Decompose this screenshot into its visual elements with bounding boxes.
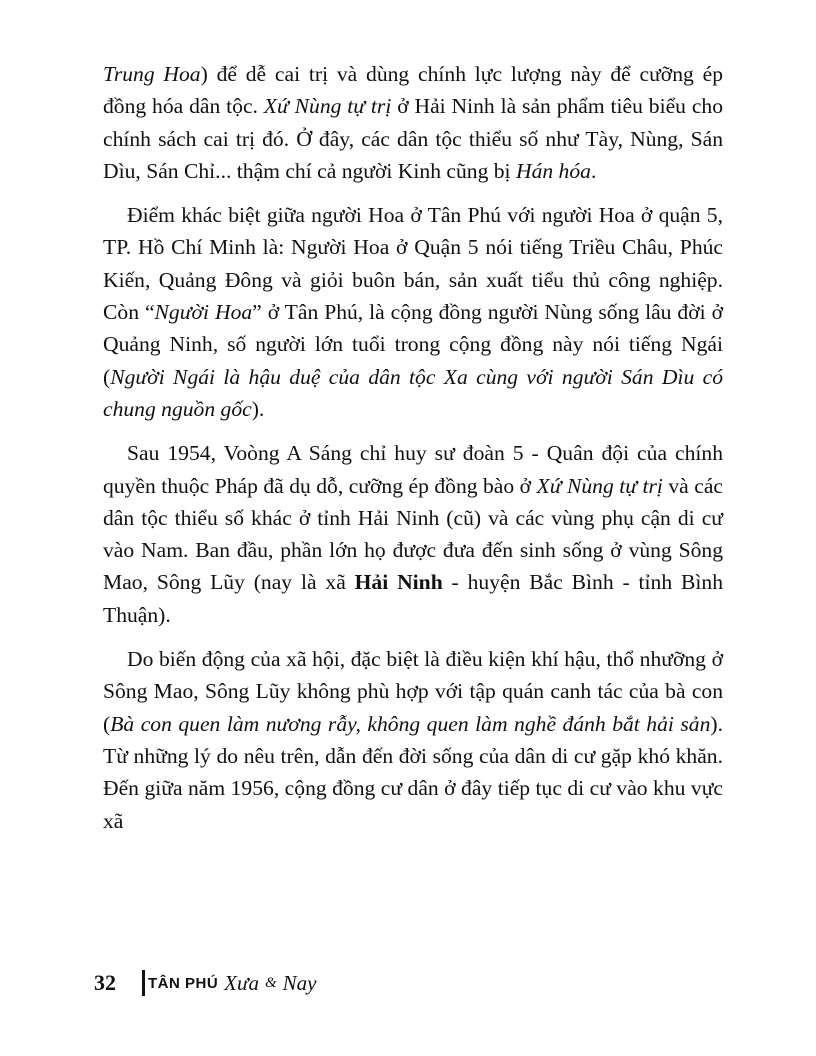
text-segment: và các dân tộc thiểu số khác ở tỉnh Hải Ninh (cũ) và các vùng phụ cận di cư vào Nam. Ban đầu, phần lớn họ được đưa đến sinh sống ở vùng Sông Mao, Sông Lũy (nay là xã: [103, 473, 723, 595]
footer-divider-bar: [142, 970, 145, 996]
text-segment: Sau 1954, Voòng A Sáng chỉ huy sư đoàn 5 - Quân đội của chính quyền thuộc Pháp đã dụ dỗ, cưỡng ép đồng bào ở: [103, 441, 723, 498]
page-number: 32: [94, 970, 116, 995]
text-segment: ) để dễ cai trị và dùng chính lực lượng này để cưỡng ép đồng hóa dân tộc.: [103, 62, 723, 119]
text-segment: Trung Hoa: [103, 62, 201, 86]
text-segment: - huyện Bắc Bình - tỉnh Bình Thuận).: [103, 570, 723, 627]
text-segment: Xứ Nùng tự trị: [263, 94, 392, 119]
text-segment: ở Hải Ninh là sản phẩm tiêu biểu cho chính sách cai trị đó. Ở đây, các dân tộc thiểu số như Tày, Nùng, Sán Dìu, Sán Chỉ... thậm chí cả người Kinh cũng bị: [103, 94, 724, 183]
page-content: [103, 58, 723, 837]
paragraph-1: [103, 58, 723, 187]
text-segment: ).: [251, 396, 265, 421]
book-title-amp: &: [264, 974, 277, 991]
text-segment: Hải Ninh: [354, 570, 443, 595]
paragraph-4: [103, 643, 723, 837]
text-segment: Người Ngái là hậu duệ của dân tộc Xa cùng với người Sán Dìu có chung nguồn gốc: [103, 364, 723, 421]
text-segment: Do biến động của xã hội, đặc biệt là điều kiện khí hậu, thổ nhưỡng ở Sông Mao, Sông Lũy không phù hợp với tập quán canh tác của bà con (: [103, 647, 723, 736]
text-segment: Người Hoa: [154, 300, 253, 325]
page-footer: [94, 963, 316, 1003]
text-segment: Điểm khác biệt giữa người Hoa ở Tân Phú với người Hoa ở quận 5, TP. Hồ Chí Minh là: Người Hoa ở Quận 5 nói tiếng Triều Châu, Phúc Kiến, Quảng Đông và giỏi buôn bán, sản xuất tiểu thủ công nghiệp. Còn “: [103, 203, 723, 325]
text-segment: ” ở Tân Phú, là cộng đồng người Nùng sống lâu đời ở Quảng Ninh, số người lớn tuổi trong cộng đồng này nói tiếng Ngái (: [103, 300, 723, 389]
text-segment: Hán hóa: [515, 158, 591, 183]
paragraph-2: [103, 199, 723, 425]
book-title-strong: TÂN PHÚ: [148, 974, 219, 992]
text-segment: .: [590, 158, 597, 183]
text-segment: Bà con quen làm nương rẫy, không quen làm nghề đánh bắt hải sản: [110, 711, 711, 736]
book-title-word2: Nay: [282, 970, 317, 995]
paragraph-3: [103, 437, 723, 631]
book-title-word1: Xưa: [224, 970, 259, 995]
text-segment: ). Từ những lý do nêu trên, dẫn đến đời sống của dân di cư gặp khó khăn. Đến giữa năm 1956, cộng đồng cư dân ở đây tiếp tục di cư vào khu vực xã: [103, 711, 723, 833]
text-segment: Xứ Nùng tự trị: [536, 473, 663, 498]
